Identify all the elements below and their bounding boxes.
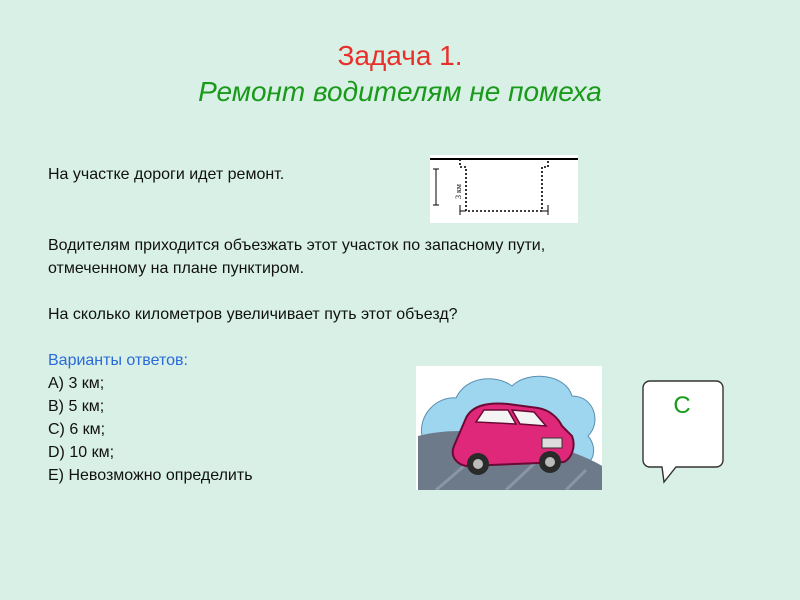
question-text: На сколько километров увеличивает путь этот объезд? [48,306,458,323]
task-name-title: Ремонт водителям не помеха [198,76,602,107]
options-title: Варианты ответов: [48,352,188,369]
option-e: E) Невозможно определить [48,467,253,484]
option-b: B) 5 км; [48,398,105,415]
option-c: C) 6 км; [48,421,106,438]
detour-text-line2: отмеченному на плане пунктиром. [48,260,305,277]
intro-text: На участке дороги идет ремонт. [48,166,285,183]
option-a: A) 3 км; [48,375,105,392]
task-number-title: Задача 1. [337,40,463,71]
option-d: D) 10 км; [48,444,115,461]
detour-text-line1: Водителям приходится объезжать этот участок по запасному пути, [48,237,546,254]
answer-text: C [673,392,691,419]
car-illustration [416,366,602,490]
diagram-side-label: 3 км [454,184,463,199]
road-detour-diagram [430,155,578,223]
